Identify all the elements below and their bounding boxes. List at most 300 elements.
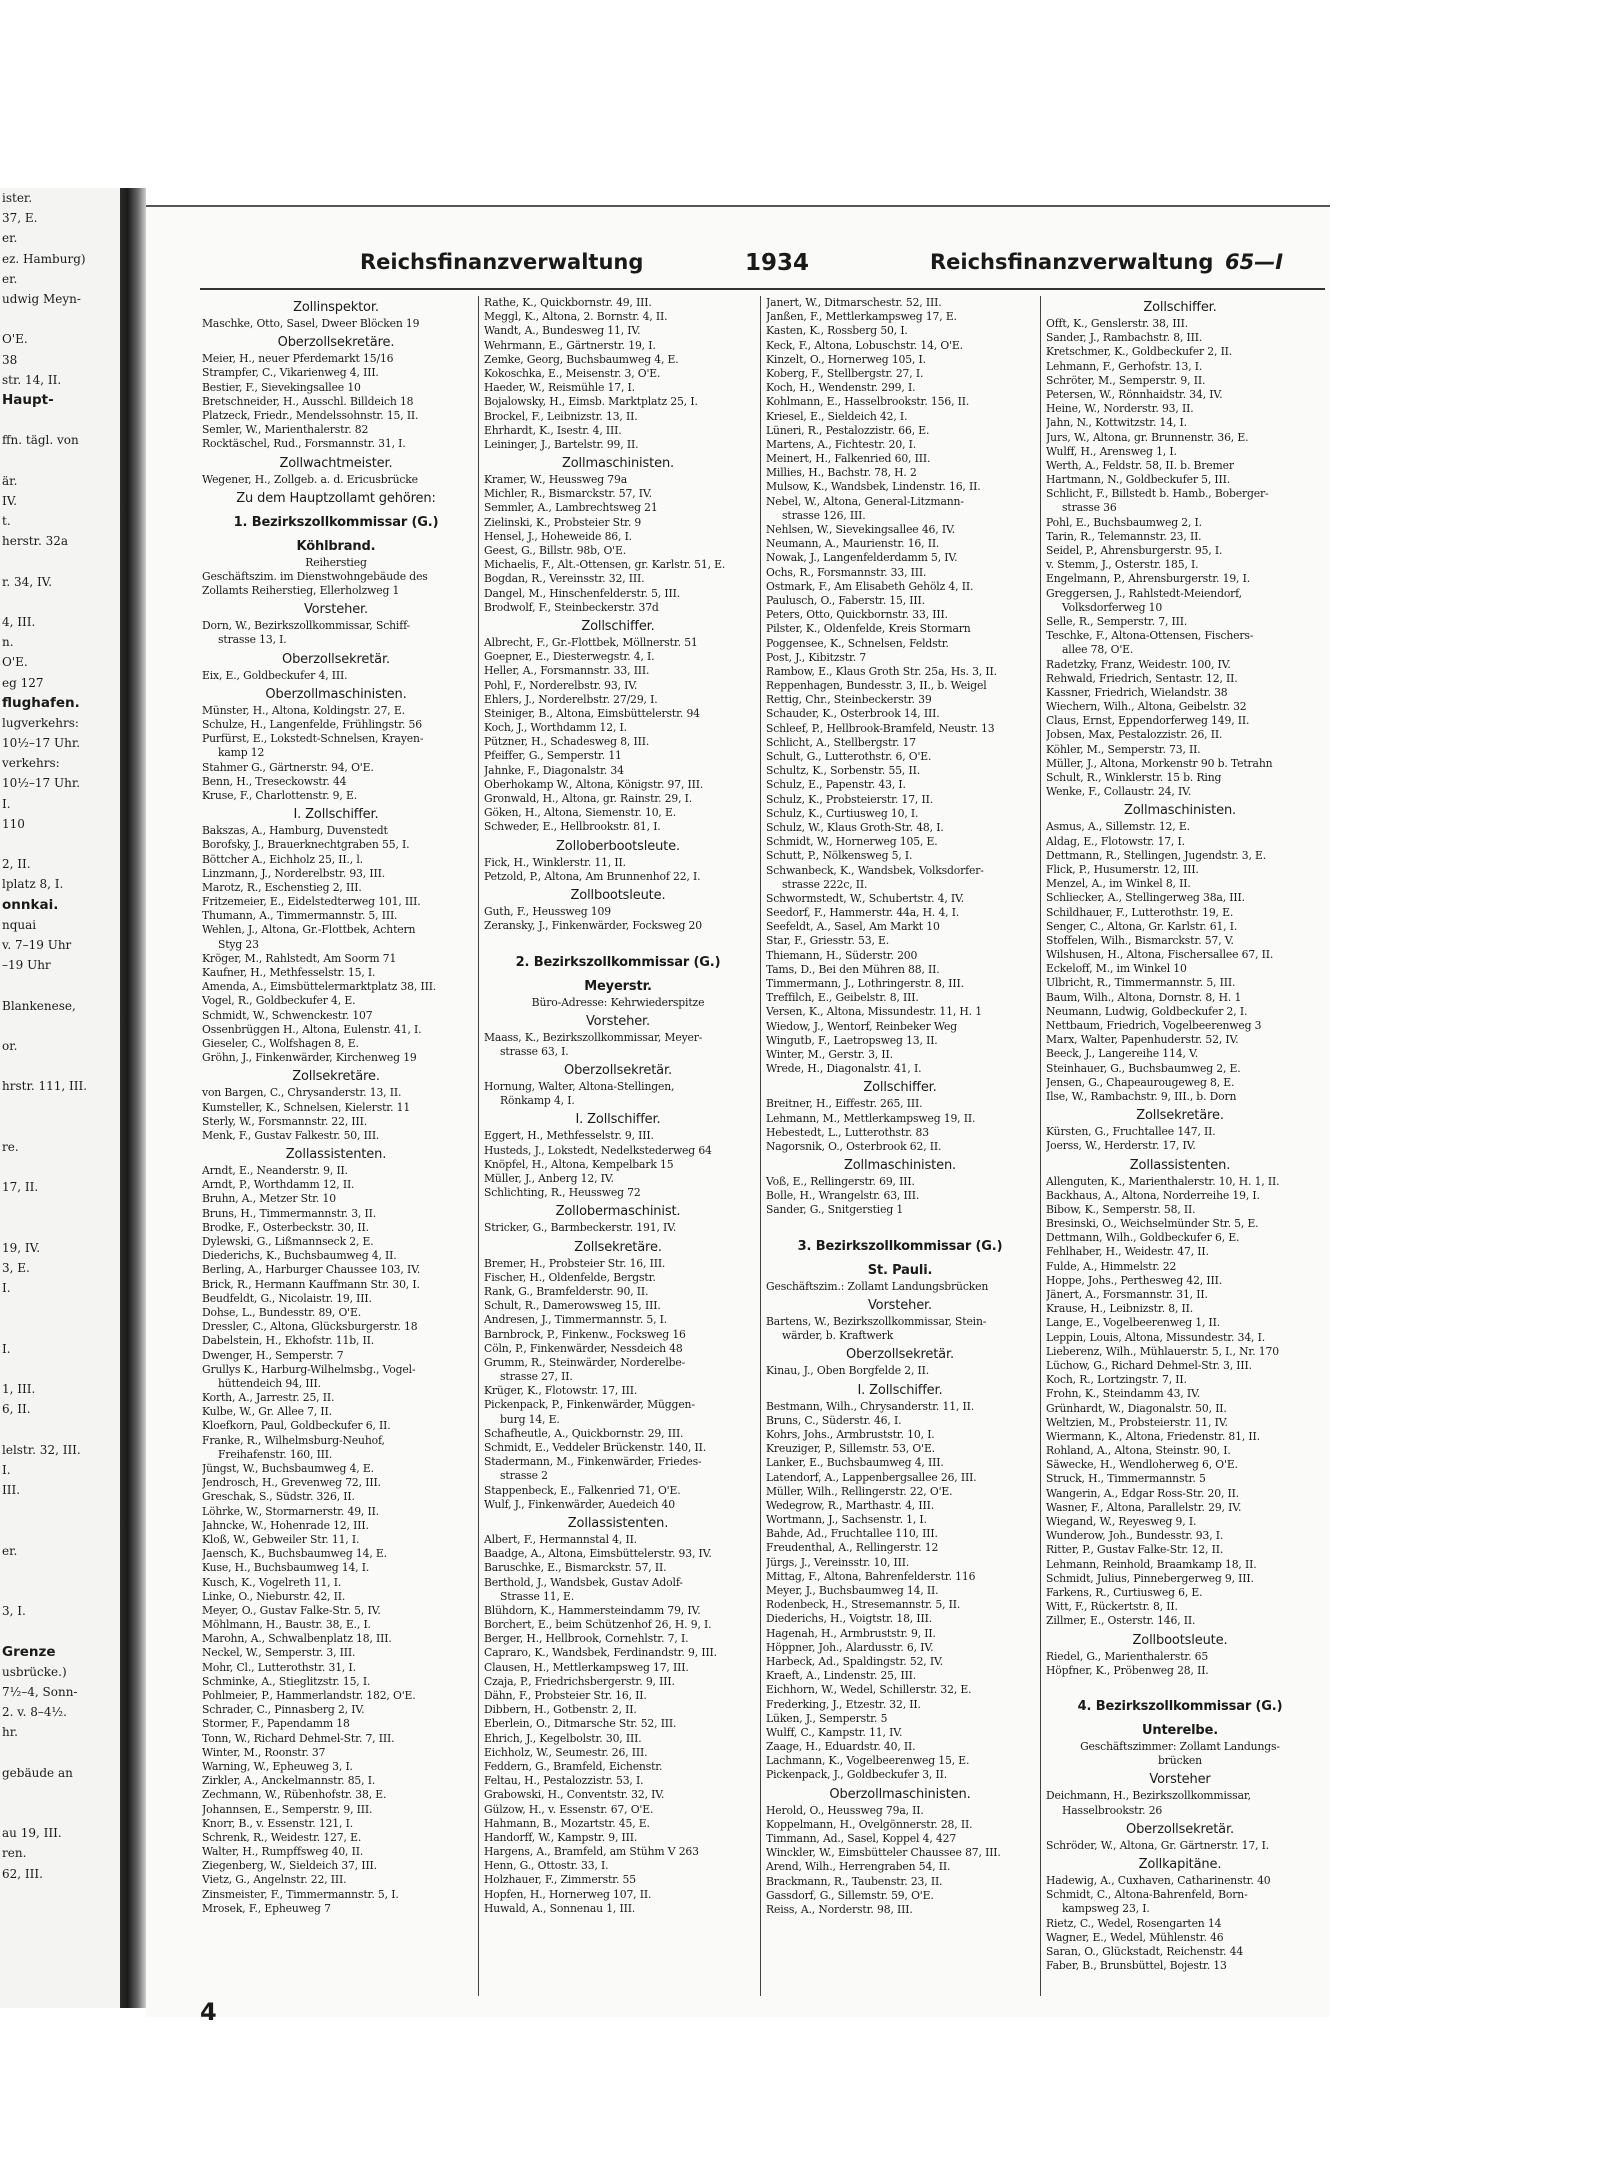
- entry-line: Hadewig, A., Cuxhaven, Catharinenstr. 40: [1046, 1874, 1271, 1887]
- entry-line: Baum, Wilh., Altona, Dornstr. 8, H. 1: [1046, 990, 1242, 1004]
- entry-line: Bibow, K., Semperstr. 58, II.: [1046, 1202, 1196, 1216]
- entry-line: Wiedow, J., Wentorf, Reinbeker Weg: [766, 1019, 957, 1033]
- entry-line: Schulz, W., Klaus Groth-Str. 48, I.: [766, 820, 944, 834]
- entry-line: Pfeiffer, G., Semperstr. 11: [484, 749, 622, 763]
- entry-line: Ulbricht, R., Timmermannstr. 5, III.: [1046, 976, 1236, 990]
- entry-line: Zaage, H., Eduardstr. 40, II.: [766, 1740, 916, 1754]
- prev-page-line: 3, I.: [2, 1604, 26, 1619]
- entry-continuation: Volksdorferweg 10: [1062, 600, 1163, 614]
- section-heading: I. Zollschiffer.: [575, 1112, 661, 1128]
- entry-line: Ostmark, F., Am Elisabeth Gehölz 4, II.: [766, 579, 974, 593]
- entry-line: Schweder, E., Hellbrookstr. 81, I.: [484, 820, 661, 834]
- header-rule: [200, 288, 1325, 290]
- entry-line: Joerss, W., Herderstr. 17, IV.: [1046, 1139, 1196, 1153]
- entry-line: Grumm, R., Steinwärder, Norderelbe-: [484, 1355, 686, 1369]
- entry-line: Kruse, F., Charlottenstr. 9, E.: [202, 788, 357, 802]
- entry-line: Ehrich, J., Kegelbolstr. 30, III.: [484, 1731, 642, 1745]
- prev-page-line: I.: [2, 1462, 11, 1477]
- entry-continuation: strasse 222c, II.: [782, 877, 868, 891]
- entry-line: Blühdorn, K., Hammersteindamm 79, IV.: [484, 1603, 701, 1617]
- entry-line: Berthold, J., Wandsbek, Gustav Adolf-: [484, 1575, 683, 1589]
- entry-continuation: strasse 2: [500, 1469, 548, 1483]
- entry-line: Rehwald, Friedrich, Sentastr. 12, II.: [1046, 671, 1238, 685]
- entry-line: Meggl, K., Altona, 2. Bornstr. 4, II.: [484, 310, 668, 324]
- entry-line: Pützner, H., Schadesweg 8, III.: [484, 735, 650, 749]
- entry-line: Bolle, H., Wrangelstr. 63, III.: [766, 1189, 920, 1203]
- entry-line: Grünhardt, W., Diagonalstr. 50, II.: [1046, 1401, 1227, 1415]
- entry-line: Poggensee, K., Schnelsen, Feldstr.: [766, 636, 949, 650]
- previous-page-strip: [0, 188, 139, 2008]
- header-right-title: Reichsfinanzverwaltung: [930, 250, 1214, 274]
- entry-line: Säwecke, H., Wendloherweg 6, O'E.: [1046, 1458, 1238, 1472]
- entry-line: [1046, 1678, 1314, 1692]
- entry-line: Rohland, A., Altona, Steinstr. 90, I.: [1046, 1444, 1231, 1458]
- entry-line: Gröhn, J., Finkenwärder, Kirchenweg 19: [202, 1051, 417, 1065]
- entry-line: Reiss, A., Norderstr. 98, III.: [766, 1902, 913, 1916]
- entry-line: Czaja, P., Friedrichsbergerstr. 9, III.: [484, 1674, 675, 1688]
- entry-line: Dohse, L., Bundesstr. 89, O'E.: [202, 1305, 362, 1319]
- entry-line: Geschäftszim. im Dienstwohngebäude des: [202, 569, 428, 583]
- entry-line: Stricker, G., Barmbeckerstr. 191, IV.: [484, 1221, 677, 1235]
- entry-line: Krüger, K., Flotowstr. 17, III.: [484, 1384, 638, 1398]
- column-2: [484, 296, 752, 1916]
- entry-line: Vietz, G., Angelnstr. 22, III.: [202, 1873, 347, 1887]
- entry-line: Winter, M., Roonstr. 37: [202, 1745, 326, 1759]
- prev-page-line: au 19, III.: [2, 1826, 62, 1841]
- entry-line: Janert, W., Ditmarschestr. 52, III.: [766, 296, 942, 309]
- prev-page-line: O'E.: [2, 655, 28, 670]
- prev-page-line: III.: [2, 1483, 21, 1497]
- entry-line: Linke, O., Nieburstr. 42, II.: [202, 1589, 346, 1603]
- entry-line: Berger, H., Hellbrook, Cornehlstr. 7, I.: [484, 1632, 689, 1646]
- district-heading: St. Pauli.: [867, 1262, 933, 1278]
- entry-continuation: strasse 13, I.: [218, 633, 287, 647]
- entry-line: Haeder, W., Reismühle 17, I.: [484, 381, 635, 395]
- entry-line: Lange, E., Vogelbeerenweg 1, II.: [1046, 1316, 1221, 1330]
- entry-line: Schildhauer, F., Lutterothstr. 19, E.: [1046, 905, 1234, 919]
- entry-line: Thiemann, H., Süderstr. 200: [766, 948, 918, 962]
- entry-line: Sander, G., Snitgerstieg 1: [766, 1203, 904, 1217]
- entry-line: Martens, A., Fichtestr. 20, I.: [766, 437, 917, 451]
- entry-line: Stahmer G., Gärtnerstr. 94, O'E.: [202, 760, 374, 774]
- prev-page-line: [0, 1581, 138, 1601]
- entry-line: Wagner, E., Wedel, Mühlenstr. 46: [1046, 1930, 1224, 1944]
- entry-line: Neumann, Ludwig, Goldbeckufer 2, I.: [1046, 1004, 1248, 1018]
- prev-page-line: [0, 1783, 138, 1803]
- section-heading: Zolloberbootsleute.: [556, 838, 680, 854]
- entry-line: Böttcher A., Eichholz 25, II., l.: [202, 852, 363, 866]
- entry-line: Stappenbeck, E., Falkenried 71, O'E.: [484, 1483, 681, 1497]
- entry-line: Mohr, Cl., Lutterothstr. 31, I.: [202, 1660, 356, 1674]
- column-1: [202, 296, 470, 1916]
- entry-line: Schulz, K., Probsteierstr. 17, II.: [766, 792, 934, 806]
- entry-line: Wasner, F., Altona, Parallelstr. 29, IV.: [1046, 1500, 1242, 1514]
- entry-line: Huwald, A., Sonnenau 1, III.: [484, 1901, 636, 1915]
- entry-line: Kloß, W., Gebweiler Str. 11, I.: [202, 1532, 360, 1546]
- entry-line: Schmidt, E., Veddeler Brückenstr. 140, II.: [484, 1441, 707, 1454]
- entry-line: Schlicht, F., Billstedt b. Hamb., Boberger-: [1046, 487, 1269, 501]
- centered-note: Geschäftszimmer: Zollamt Landungs-: [1080, 1740, 1280, 1754]
- entry-line: Ritter, P., Gustav Falke-Str. 12, II.: [1046, 1543, 1224, 1557]
- entry-line: Mulsow, K., Wandsbek, Lindenstr. 16, II.: [766, 480, 981, 494]
- entry-line: Goepner, E., Diesterwegstr. 4, I.: [484, 650, 655, 664]
- entry-line: Neckel, W., Semperstr. 3, III.: [202, 1646, 356, 1660]
- entry-line: Kretschmer, K., Goldbeckufer 2, II.: [1046, 345, 1233, 359]
- prev-page-line: flughafen.: [2, 694, 80, 711]
- prev-page-line: IV.: [2, 493, 18, 508]
- entry-line: Müller, J., Anberg 12, IV.: [484, 1172, 614, 1185]
- entry-line: Hartmann, N., Goldbeckufer 5, III.: [1046, 473, 1231, 487]
- section-heading: Zollschiffer.: [581, 618, 655, 634]
- entry-line: Holzhauer, F., Zimmerstr. 55: [484, 1873, 636, 1887]
- section-heading: Vorsteher.: [303, 602, 369, 618]
- entry-line: Schmidt, C., Altona-Bahrenfeld, Born-: [1046, 1888, 1248, 1902]
- entry-line: Bartens, W., Bezirkszollkommissar, Stein-: [766, 1315, 987, 1328]
- entry-line: Aldag, E., Flotowstr. 17, I.: [1046, 834, 1185, 848]
- entry-line: Diederichs, K., Buchsbaumweg 4, II.: [202, 1249, 397, 1263]
- entry-line: Ehrhardt, K., Isestr. 4, III.: [484, 423, 622, 437]
- entry-line: Bruhn, A., Metzer Str. 10: [202, 1192, 336, 1206]
- prev-page-line: [0, 1197, 138, 1217]
- entry-line: Sterly, W., Forsmannstr. 22, III.: [202, 1114, 368, 1128]
- entry-line: Dähn, F., Probsteier Str. 16, II.: [484, 1689, 647, 1702]
- entry-continuation: Rönkamp 4, I.: [500, 1094, 575, 1108]
- entry-line: Kassner, Friedrich, Wielandstr. 38: [1046, 685, 1228, 699]
- entry-line: Senger, C., Altona, Gr. Karlstr. 61, I.: [1046, 919, 1238, 933]
- entry-line: Tarin, R., Telemannstr. 23, II.: [1046, 529, 1202, 543]
- entry-continuation: strasse 36: [1062, 501, 1117, 515]
- entry-line: Kloefkorn, Paul, Goldbeckufer 6, II.: [202, 1419, 391, 1433]
- entry-line: Schlicht, A., Stellbergstr. 17: [766, 735, 916, 749]
- entry-continuation: kampsweg 23, I.: [1062, 1902, 1150, 1916]
- entry-line: Eckeloff, M., im Winkel 10: [1046, 962, 1187, 976]
- entry-line: Wulff, C., Kampstr. 11, IV.: [766, 1725, 903, 1739]
- entry-line: Fehlhaber, H., Weidestr. 47, II.: [1046, 1245, 1209, 1259]
- entry-line: Seidel, P., Ahrensburgerstr. 95, I.: [1046, 544, 1223, 557]
- entry-line: Jürgs, J., Vereinsstr. 10, III.: [766, 1555, 910, 1569]
- entry-line: Seefeldt, A., Sasel, Am Markt 10: [766, 920, 940, 934]
- entry-line: Jänert, A., Forsmannstr. 31, II.: [1046, 1288, 1208, 1301]
- prev-page-line: eg 127: [2, 675, 44, 690]
- prev-page-line: [0, 1500, 138, 1520]
- district-heading: 3. Bezirkszollkommissar (G.): [797, 1238, 1003, 1254]
- prev-page-line: 7½–4, Sonn-: [2, 1684, 78, 1699]
- prev-page-line: onnkai.: [2, 896, 59, 913]
- entry-line: Schwormstedt, W., Schubertstr. 4, IV.: [766, 891, 965, 905]
- prev-page-line: [0, 1298, 138, 1318]
- entry-line: Krause, H., Leibnizstr. 8, II.: [1046, 1302, 1194, 1316]
- entry-line: Herold, O., Heussweg 79a, II.: [766, 1803, 924, 1817]
- entry-line: Nebel, W., Altona, General-Litzmann-: [766, 494, 964, 508]
- district-heading: 2. Bezirkszollkommissar (G.): [515, 954, 721, 970]
- centered-note: brücken: [1158, 1754, 1202, 1768]
- entry-line: Kohrs, Johs., Armbruststr. 10, I.: [766, 1427, 935, 1441]
- entry-line: Jahncke, W., Hohenrade 12, III.: [202, 1518, 369, 1532]
- entry-line: Capraro, K., Wandsbek, Ferdinandstr. 9, III.: [484, 1646, 717, 1660]
- entry-line: Feltau, H., Pestalozzistr. 53, I.: [484, 1774, 644, 1788]
- entry-line: Wingutb, F., Laetropsweg 13, II.: [766, 1033, 938, 1047]
- prev-page-line: ister.: [2, 191, 33, 205]
- prev-page-line: lelstr. 32, III.: [2, 1442, 81, 1457]
- section-heading: Oberzollmaschinisten.: [829, 1786, 971, 1802]
- prev-page-line: er.: [2, 231, 18, 246]
- entry-line: [766, 1218, 1034, 1232]
- prev-page-line: I.: [2, 796, 11, 811]
- section-heading: Oberzollsekretär.: [282, 651, 390, 667]
- entry-line: Engelmann, P., Ahrensburgerstr. 19, I.: [1046, 572, 1251, 586]
- entry-line: Peters, Otto, Quickbornstr. 33, III.: [766, 608, 948, 622]
- prev-page-line: udwig Meyn-: [2, 291, 81, 306]
- entry-line: Saran, O., Glückstadt, Reichenstr. 44: [1046, 1944, 1244, 1958]
- column-4: [1046, 296, 1314, 1973]
- entry-continuation: Hasselbrookstr. 26: [1062, 1803, 1163, 1817]
- entry-line: Tams, D., Bei den Mühren 88, II.: [766, 962, 940, 976]
- entry-continuation: hüttendeich 94, III.: [218, 1376, 321, 1390]
- entry-line: Seedorf, F., Hammerstr. 44a, H. 4, I.: [766, 906, 960, 920]
- column-3: [766, 296, 1034, 1917]
- entry-line: Leppin, Louis, Altona, Missundestr. 34, I.: [1046, 1330, 1265, 1344]
- prev-page-line: verkehrs:: [2, 756, 60, 771]
- entry-line: Wangerin, A., Edgar Ross-Str. 20, II.: [1046, 1486, 1240, 1500]
- entry-line: Paulusch, O., Faberstr. 15, III.: [766, 593, 925, 607]
- entry-line: Asmus, A., Sillemstr. 12, E.: [1046, 820, 1190, 834]
- entry-line: Hahmann, B., Mozartstr. 45, E.: [484, 1816, 650, 1830]
- entry-line: Geschäftszim.: Zollamt Landungsbrücken: [766, 1279, 989, 1293]
- prev-page-line: [0, 1561, 138, 1581]
- header-year: 1934: [745, 250, 810, 276]
- entry-line: Brackmann, R., Taubenstr. 23, II.: [766, 1874, 943, 1888]
- entry-line: Farkens, R., Curtiusweg 6, E.: [1046, 1585, 1203, 1599]
- entry-line: Rambow, E., Klaus Groth Str. 25a, Hs. 3, II.: [766, 664, 997, 678]
- entry-line: Guth, F., Heussweg 109: [484, 904, 611, 918]
- entry-line: Benn, H., Treseckowstr. 44: [202, 774, 347, 788]
- entry-line: Gassdorf, G., Sillemstr. 59, O'E.: [766, 1888, 934, 1902]
- entry-line: Pohlmeier, P., Hammerlandstr. 182, O'E.: [202, 1689, 416, 1702]
- entry-line: Offt, K., Genslerstr. 38, III.: [1046, 317, 1188, 330]
- prev-page-line: [0, 834, 138, 854]
- entry-line: Albrecht, F., Gr.-Flottbek, Möllnerstr. 51: [484, 635, 698, 649]
- section-heading: Zu dem Hauptzollamt gehören:: [236, 490, 436, 506]
- entry-line: Lieberenz, Wilh., Mühlauerstr. 5, I., Nr. 170: [1046, 1344, 1279, 1358]
- entry-line: Borchert, E., beim Schützenhof 26, H. 9, I.: [484, 1618, 712, 1632]
- entry-line: Ossenbrüggen H., Altona, Eulenstr. 41, I.: [202, 1022, 422, 1036]
- section-heading: Zollinspektor.: [293, 300, 379, 315]
- section-heading: Zollbootsleute.: [570, 887, 666, 903]
- entry-line: Brodwolf, F., Steinbeckerstr. 37d: [484, 600, 659, 614]
- entry-line: Menk, F., Gustav Falkestr. 50, III.: [202, 1128, 380, 1142]
- prev-page-line: 19, IV.: [2, 1240, 41, 1255]
- entry-line: Breitner, H., Eiffestr. 265, III.: [766, 1097, 923, 1111]
- prev-page-line: hr.: [2, 1725, 18, 1740]
- entry-line: Wulff, H., Arensweg 1, I.: [1046, 444, 1177, 458]
- entry-line: Meyer, J., Buchsbaumweg 14, II.: [766, 1584, 939, 1597]
- entry-line: Franke, R., Wilhelmsburg-Neuhof,: [202, 1433, 385, 1447]
- entry-line: Lehmann, Reinhold, Braamkamp 18, II.: [1046, 1557, 1257, 1571]
- prev-page-line: 2. v. 8–4½.: [2, 1705, 67, 1720]
- prev-page-line: str. 14, II.: [2, 372, 62, 387]
- entry-line: Flick, P., Husumerstr. 12, III.: [1046, 862, 1199, 876]
- entry-line: Millies, H., Bachstr. 78, H. 2: [766, 466, 917, 480]
- entry-line: Thumann, A., Timmermannstr. 5, III.: [202, 909, 398, 923]
- entry-line: Kaufner, H., Methfesselstr. 15, I.: [202, 966, 376, 979]
- entry-line: Fischer, H., Oldenfelde, Bergstr.: [484, 1270, 656, 1284]
- entry-line: Hensel, J., Hoheweide 86, I.: [484, 529, 632, 543]
- entry-line: Kumsteller, K., Schnelsen, Kielerstr. 11: [202, 1100, 411, 1114]
- entry-line: Struck, H., Timmermannstr. 5: [1046, 1472, 1206, 1486]
- entry-line: Beeck, J., Langereihe 114, V.: [1046, 1047, 1199, 1061]
- entry-line: Treffilch, E., Geibelstr. 8, III.: [766, 991, 919, 1005]
- entry-line: Schmidt, Julius, Pinnebergerweg 9, III.: [1046, 1571, 1254, 1585]
- entry-line: Bresinski, O., Weichselmünder Str. 5, E.: [1046, 1217, 1259, 1231]
- entry-line: Schliecker, A., Stellingerweg 38a, III.: [1046, 891, 1245, 905]
- entry-continuation: strasse 27, II.: [500, 1370, 573, 1384]
- prev-page-line: [0, 450, 138, 470]
- prev-page-line: O'E.: [2, 332, 28, 347]
- entry-line: Meier, H., neuer Pferdemarkt 15/16: [202, 352, 394, 366]
- entry-line: Eggert, H., Methfesselstr. 9, III.: [484, 1129, 654, 1143]
- entry-line: Mrosek, F., Epheuweg 7: [202, 1901, 331, 1915]
- section-heading: Zollmaschinisten.: [561, 456, 675, 472]
- entry-line: Bojalowsky, H., Eimsb. Marktplatz 25, I.: [484, 395, 698, 409]
- prev-page-line: r. 34, IV.: [2, 574, 53, 589]
- entry-line: Zielinski, K., Probsteier Str. 9: [484, 515, 642, 529]
- entry-continuation: Strasse 11, E.: [500, 1589, 575, 1603]
- prev-page-line: 10½–17 Uhr.: [2, 776, 81, 791]
- entry-line: Post, J., Kibitzstr. 7: [766, 650, 867, 664]
- entry-line: Kramer, W., Heussweg 79a: [484, 473, 628, 487]
- entry-line: Kriesel, E., Sieldeich 42, I.: [766, 409, 908, 423]
- entry-line: Jahnke, F., Diagonalstr. 34: [484, 763, 624, 777]
- entry-line: Kürsten, G., Fruchtallee 147, II.: [1046, 1125, 1216, 1139]
- entry-line: Rietz, C., Wedel, Rosengarten 14: [1046, 1916, 1222, 1930]
- entry-line: Stadermann, M., Finkenwärder, Friedes-: [484, 1455, 702, 1469]
- entry-line: Pohl, F., Norderelbstr. 93, IV.: [484, 678, 638, 692]
- entry-line: Müller, Wilh., Rellingerstr. 22, O'E.: [766, 1484, 953, 1498]
- entry-line: Koch, H., Wendenstr. 299, I.: [766, 381, 916, 395]
- prev-page-line: [0, 1319, 138, 1339]
- entry-line: Claus, Ernst, Eppendorferweg 149, II.: [1046, 714, 1250, 728]
- prev-page-line: 3, E.: [2, 1260, 30, 1275]
- prev-page-line: [0, 1419, 138, 1439]
- prev-page-line: 10½–17 Uhr.: [2, 736, 81, 751]
- entry-line: Deichmann, H., Bezirkszollkommissar,: [1046, 1789, 1251, 1803]
- prev-page-line: [0, 1016, 138, 1036]
- district-heading: Köhlbrand.: [296, 538, 376, 554]
- entry-line: Kokoschka, E., Meisenstr. 3, O'E.: [484, 366, 661, 380]
- district-heading: 4. Bezirkszollkommissar (G.): [1077, 1699, 1283, 1715]
- entry-line: Jahn, N., Kottwitzstr. 14, I.: [1046, 416, 1187, 430]
- entry-line: Schröter, M., Semperstr. 9, II.: [1046, 373, 1206, 387]
- entry-line: Mittag, F., Altona, Bahrenfelderstr. 116: [766, 1569, 976, 1583]
- entry-line: Marohn, A., Schwalbenplatz 18, III.: [202, 1632, 392, 1646]
- entry-line: Rathe, K., Quickbornstr. 49, III.: [484, 296, 652, 309]
- entry-line: Wiechern, Wilh., Altona, Geibelstr. 32: [1046, 700, 1247, 714]
- prev-page-line: v. 7–19 Uhr: [2, 937, 72, 952]
- entry-line: Menzel, A., im Winkel 8, II.: [1046, 877, 1191, 891]
- entry-line: Höpfner, K., Pröbenweg 28, II.: [1046, 1663, 1209, 1677]
- entry-line: Schulze, H., Langenfelde, Frühlingstr. 56: [202, 718, 422, 731]
- entry-line: Kreuziger, P., Sillemstr. 53, O'E.: [766, 1442, 935, 1456]
- prev-page-line: ren.: [2, 1846, 27, 1861]
- prev-page-line: [0, 1117, 138, 1137]
- prev-page-line: 110: [2, 816, 25, 831]
- entry-line: Schulz, K., Curtiusweg 10, I.: [766, 806, 919, 820]
- entry-line: Kinzelt, O., Hornerweg 105, I.: [766, 352, 926, 366]
- entry-line: Wortmann, J., Sachsenstr. 1, I.: [766, 1513, 927, 1527]
- entry-line: Nettbaum, Friedrich, Vogelbeerenweg 3: [1046, 1019, 1262, 1032]
- section-heading: Zollassistenten.: [567, 1515, 669, 1531]
- entry-line: Berling, A., Harburger Chaussee 103, IV.: [202, 1263, 421, 1277]
- entry-line: Schminke, A., Stieglitzstr. 15, I.: [202, 1674, 371, 1688]
- book-gutter: [120, 188, 146, 2008]
- prev-page-line: [0, 592, 138, 612]
- prev-page-line: [0, 1096, 138, 1116]
- entry-line: Frederking, J., Etzestr. 32, II.: [766, 1697, 921, 1711]
- entry-line: Wulf, J., Finkenwärder, Auedeich 40: [484, 1497, 675, 1511]
- entry-line: Bestmann, Wilh., Chrysanderstr. 11, II.: [766, 1399, 975, 1413]
- prev-page-line: herstr. 32a: [2, 534, 69, 549]
- prev-page-line: I.: [2, 1281, 11, 1296]
- entry-line: Lehmann, F., Gerhofstr. 13, I.: [1046, 359, 1203, 373]
- entry-line: Wegener, H., Zollgeb. a. d. Ericusbrücke: [202, 472, 418, 486]
- entry-line: Schult, R., Winklerstr. 15 b. Ring: [1046, 771, 1222, 784]
- entry-line: Jüngst, W., Buchsbaumweg 4, E.: [202, 1462, 374, 1475]
- entry-continuation: strasse 126, III.: [782, 508, 866, 522]
- prev-page-line: 37, E.: [2, 211, 38, 226]
- entry-line: Wandt, A., Bundesweg 11, IV.: [484, 324, 641, 338]
- prev-page-line: –19 Uhr: [2, 958, 51, 973]
- prev-page-line: Grenze: [2, 1643, 56, 1660]
- entry-line: Dibbern, H., Gotbenstr. 2, II.: [484, 1703, 637, 1717]
- entry-line: Amenda, A., Eimsbüttelermarktplatz 38, III.: [202, 980, 437, 994]
- prev-page-line: 1, III.: [2, 1382, 36, 1397]
- entry-line: Selle, R., Semperstr. 7, III.: [1046, 614, 1188, 628]
- entry-line: Lüken, J., Semperstr. 5: [766, 1711, 888, 1725]
- prev-page-line: or.: [2, 1038, 18, 1053]
- entry-line: Dorn, W., Bezirkszollkommissar, Schiff-: [202, 619, 411, 633]
- entry-line: Bruns, H., Timmermannstr. 3, II.: [202, 1206, 376, 1220]
- district-heading: 1. Bezirkszollkommissar (G.): [233, 514, 439, 530]
- entry-line: Lüchow, G., Richard Dehmel-Str. 3, III.: [1046, 1358, 1252, 1372]
- prev-page-line: t.: [2, 514, 11, 528]
- entry-line: Maschke, Otto, Sasel, Dweer Blöcken 19: [202, 317, 420, 330]
- entry-line: Arndt, P., Worthdamm 12, II.: [202, 1178, 355, 1192]
- section-heading: Zollmaschinisten.: [1123, 803, 1237, 819]
- entry-line: Heller, A., Forsmannstr. 33, III.: [484, 664, 650, 678]
- entry-line: Schleef, P., Hellbrook-Bramfeld, Neustr. 13: [766, 721, 995, 735]
- entry-line: Fulde, A., Himmelstr. 22: [1046, 1259, 1177, 1273]
- section-heading: I. Zollschiffer.: [857, 1382, 943, 1398]
- prev-page-line: [0, 1621, 138, 1641]
- entry-line: Schutt, P., Nölkensweg 5, I.: [766, 849, 913, 863]
- entry-line: Ochs, R., Forsmannstr. 33, III.: [766, 565, 927, 579]
- entry-line: Arndt, E., Neanderstr. 9, II.: [202, 1164, 348, 1178]
- section-heading: Vorsteher.: [867, 1298, 933, 1313]
- column-divider-3: [1040, 296, 1041, 1996]
- entry-line: Eix, E., Goldbeckufer 4, III.: [202, 668, 348, 682]
- entry-line: Löhrke, W., Stormarnerstr. 49, II.: [202, 1504, 380, 1518]
- entry-line: Freudenthal, A., Rellingerstr. 12: [766, 1541, 939, 1555]
- entry-line: Petersen, W., Rönnhaidstr. 34, IV.: [1046, 387, 1223, 401]
- section-heading: Zollkapitäne.: [1138, 1857, 1222, 1872]
- entry-line: Bremer, H., Probsteier Str. 16, III.: [484, 1256, 666, 1270]
- entry-line: Voß, E., Rellingerstr. 69, III.: [766, 1175, 915, 1189]
- entry-line: Ehlers, J., Norderelbstr. 27/29, I.: [484, 692, 658, 706]
- entry-line: Zechmann, W., Rübenhofstr. 38, E.: [202, 1788, 387, 1802]
- prev-page-line: ffn. tägl. von: [2, 433, 79, 448]
- entry-line: Hornung, Walter, Altona-Stellingen,: [484, 1080, 675, 1094]
- entry-line: Eichhorn, W., Wedel, Schillerstr. 32, E.: [766, 1683, 972, 1697]
